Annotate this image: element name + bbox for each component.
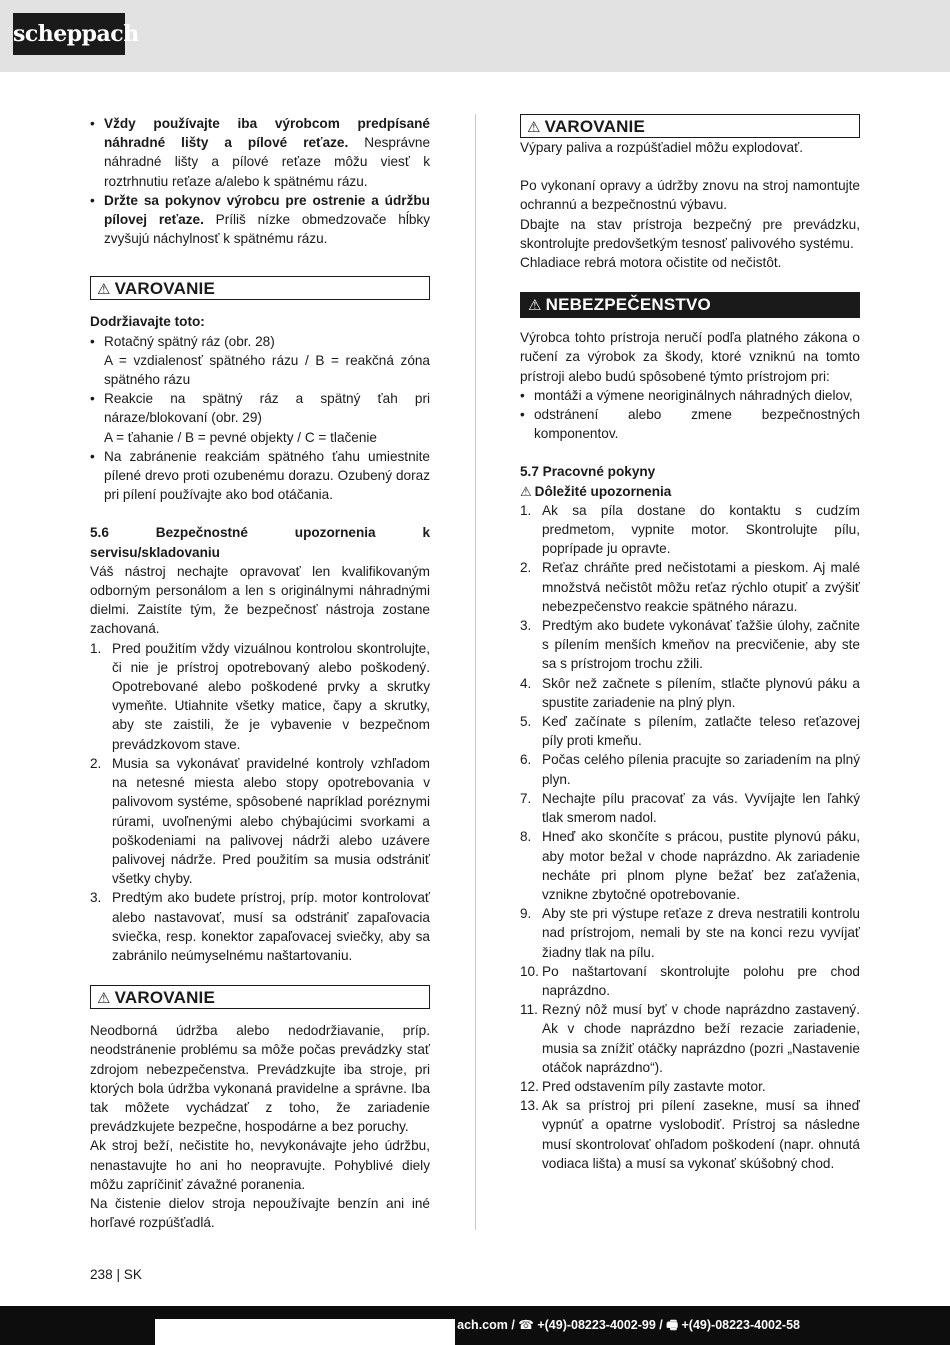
list-item: • montáži a výmene neoriginálnych náhradných dielov, — [520, 386, 860, 405]
page-number: 238 | SK — [90, 1267, 142, 1282]
list-item: 5. Keď začínate s pílením, zatlačte teleso reťazovej píly proti kmeňu. — [520, 714, 860, 749]
warning-title: VAROVANIE — [544, 117, 646, 136]
section-heading: 5.7 Pracovné pokyny — [520, 464, 656, 480]
work-instructions-list — [520, 501, 860, 1173]
list-item: 7. Nechajte pílu pracovať za vás. Vyvíjajte len ľahký tlak smerom nadol. — [520, 790, 860, 826]
list-item: 9. Aby ste pri výstupe reťaze z dreva nestratili kontrolu nad prístrojom, nemali by ste na konci rezu vyvíjať žiadny tlak na pílu. — [520, 906, 860, 960]
liability-list — [520, 386, 860, 444]
danger-title: NEBEZPEČENSTVO — [545, 295, 711, 315]
list-item: 6. Počas celého pílenia pracujte so zariadením na plný plyn. — [520, 752, 860, 787]
danger-box — [520, 292, 860, 318]
brand-logo: scheppach — [13, 13, 125, 55]
warning-box — [520, 114, 860, 138]
paragraph: Po vykonaní opravy a údržby znovu na stroj namontujte ochrannú a bezpečnostnú výbavu. — [520, 178, 860, 213]
important-note: ⚠ Dôležité upozornenia — [520, 482, 860, 501]
warning-box — [90, 985, 430, 1009]
list-item: • odstránení alebo zmene bezpečnostných komponentov. — [520, 405, 860, 443]
warning-icon: ⚠ — [520, 483, 532, 499]
list-item: 13. Ak sa prístroj pri pílení zasekne, musí sa ihneď vypnúť a opatrne vyslobodiť. Prístroj sa následne musí skontrolovať ohľadom poškodení (napr. ohnutá vodiaca lišta) a musí sa vykonať skúšobný chod. — [520, 1098, 860, 1171]
danger-intro: Výrobca tohto prístroja neručí podľa platného zákona o ručení za výrobok za škody, ktoré vzniknú na tomto prístroji alebo budú spôsobené týmto prístrojom pri: — [520, 330, 860, 384]
header-band — [0, 0, 950, 72]
warning-icon: ⚠ — [97, 281, 111, 299]
list-item: 2. Reťaz chráňte pred nečistotami a pieskom. Aj malé množstvá nečistôt môžu reťaz rýchlo otupiť a zvýšiť nebezpečenstvo reakcie spätného nárazu. — [520, 560, 860, 614]
list-item: • Držte sa pokynov výrobcu pre ostrenie a údržbu pílovej reťaze. Príliš nízke obmedzovače hĺbky zvyšujú náchylnosť k spätnému rázu. — [90, 191, 430, 249]
section-intro: Váš nástroj nechajte opravovať len kvalifikovaným odborným personálom a len s originálnymi náhradnými dielmi. Zaistíte tým, že bezpečnosť nástroja zostane zachovaná. — [90, 563, 430, 637]
list-item: 12. Pred odstavením píly zastavte motor. — [520, 1078, 766, 1094]
list-item: 1. Ak sa píla dostane do kontaktu s cudzím predmetom, vypnite motor. Skontrolujte pílu, poprípade ju opravte. — [520, 502, 860, 557]
list-item: 4. Skôr než začnete s pílením, stlačte plynovú páku a spustite zariadenie na plný plyn. — [520, 675, 860, 710]
right-column — [520, 114, 860, 1173]
safety-bullets — [90, 114, 430, 248]
list-item: • Vždy používajte iba výrobcom predpísané náhradné lišty a pílové reťaze. Nesprávne náhradné lišty a pílové reťaze môžu viesť k roztrhnutiu reťaze a/alebo k spätnému rázu. — [90, 114, 430, 191]
list-item: 1. Pred použitím vždy vizuálnou kontrolou skontrolujte, či nie je prístroj opotrebovaný alebo poškodený. Opotrebované alebo poškodené prvky a skrutky vymeňte. Utiahnite všetky matice, čapy a skrutky, aby ste zaistili, že je vybavenie v bezpečnom prevádzkovom stave. — [90, 640, 430, 752]
warning-text: Výpary paliva a rozpúšťadiel môžu explodovať. — [520, 140, 803, 155]
footer-contact: ach.com / ☎ +(49)-08223-4002-99 / 🖷 +(49)-08223-4002-58 — [457, 1318, 800, 1332]
warning-box — [90, 276, 430, 300]
paragraph: Neodborná údržba alebo nedodržiavanie, príp. neodstránenie problému sa môže počas prevádzky stať zdrojom nebezpečenstva. Prevádzkujte iba stroje, pri ktorých bola údržba vykonaná pravidelne a správne. Iba tak môžete vychádzať z toho, že zariadenie prevádzkujete bezpečne, hospodárne a bez poruchy. — [90, 1023, 430, 1135]
list-item: • Rotačný spätný ráz (obr. 28) A = vzdialenosť spätného rázu / B = reakčná zóna spätného rázu — [90, 332, 430, 390]
paragraph: Chladiace rebrá motora očistite od nečistôt. — [520, 255, 782, 271]
list-item: • Reakcie na spätný ráz a spätný ťah pri náraze/blokovaní (obr. 29) A = ťahanie / B = pevné objekty / C = tlačenie — [90, 389, 430, 447]
paragraph: Na čistenie dielov stroja nepoužívajte benzín ani iné horľavé rozpúšťadlá. — [90, 1195, 430, 1231]
list-item: 3. Predtým ako budete vykonávať ťažšie úlohy, začnite s pílením menších kmeňov na precvičenie, aby ste sa s prístrojom trochu zžili. — [520, 618, 860, 672]
warning-title: VAROVANIE — [114, 279, 216, 299]
warning-subtitle: Dodržiavajte toto: — [90, 314, 205, 330]
list-item: 3. Predtým ako budete prístroj, príp. motor kontrolovať alebo nastavovať, musí sa odstrániť zapaľovacia sviečka, resp. konektor zapaľovacej sviečky, aby sa zabránilo neúmyselnému naštartovaniu. — [90, 890, 430, 963]
warning-title: VAROVANIE — [114, 988, 216, 1008]
warning-icon: ⚠ — [97, 990, 111, 1008]
left-column — [90, 114, 430, 1232]
list-item: • Na zabránenie reakciám spätného ťahu umiestnite pílené drevo proti ozubenému dorazu. Ozubený doraz pri pílení používajte ako bod otáčania. — [90, 447, 430, 505]
kickback-list — [90, 332, 430, 505]
paragraph: Dbajte na stav prístroja bezpečný pre prevádzku, skontrolujte predovšetkým tesnosť palivového systému. — [520, 216, 860, 251]
paragraph: Ak stroj beží, nečistite ho, nevykonávajte jeho údržbu, nenastavujte ho ani ho neopravujte. Pohyblivé diely môžu zapríčiniť závažné poranenia. — [90, 1138, 430, 1192]
warning-icon: ⚠ — [527, 119, 541, 136]
service-list — [90, 639, 430, 965]
list-item: 10. Po naštartovaní skontrolujte polohu pre chod naprázdno. — [520, 963, 860, 998]
column-divider — [475, 114, 476, 1230]
danger-icon: ⚠ — [528, 297, 542, 315]
list-item: 8. Hneď ako skončíte s prácou, pustite plynovú páku, aby motor bežal v chode naprázdno. Ak zariadenie necháte pri plnom plyne bežať bez zaťaženia, vznikne zbytočné opotrebovanie. — [520, 829, 860, 902]
list-item: 2. Musia sa vykonávať pravidelné kontroly vzhľadom na netesné miesta alebo stopy opotrebovania v palivovom systéme, spôsobené napríklad poréznymi rúrami, uvoľnenými alebo chýbajúcimi svorkami a poškodeniami na palivovej nádrži alebo uzávere palivovej nádrže. Pred použitím sa musia odstrániť všetky chyby. — [90, 755, 430, 887]
list-item: 11. Rezný nôž musí byť v chode naprázdno zastavený. Ak v chode naprázdno beží rezacie zariadenie, musia sa znížiť otáčky naprázdno (pozri „Nastavenie otáčok naprázdno“). — [520, 1002, 860, 1075]
section-heading: 5.6 Bezpečnostné upozornenia k servisu/skladovaniu — [90, 525, 430, 560]
